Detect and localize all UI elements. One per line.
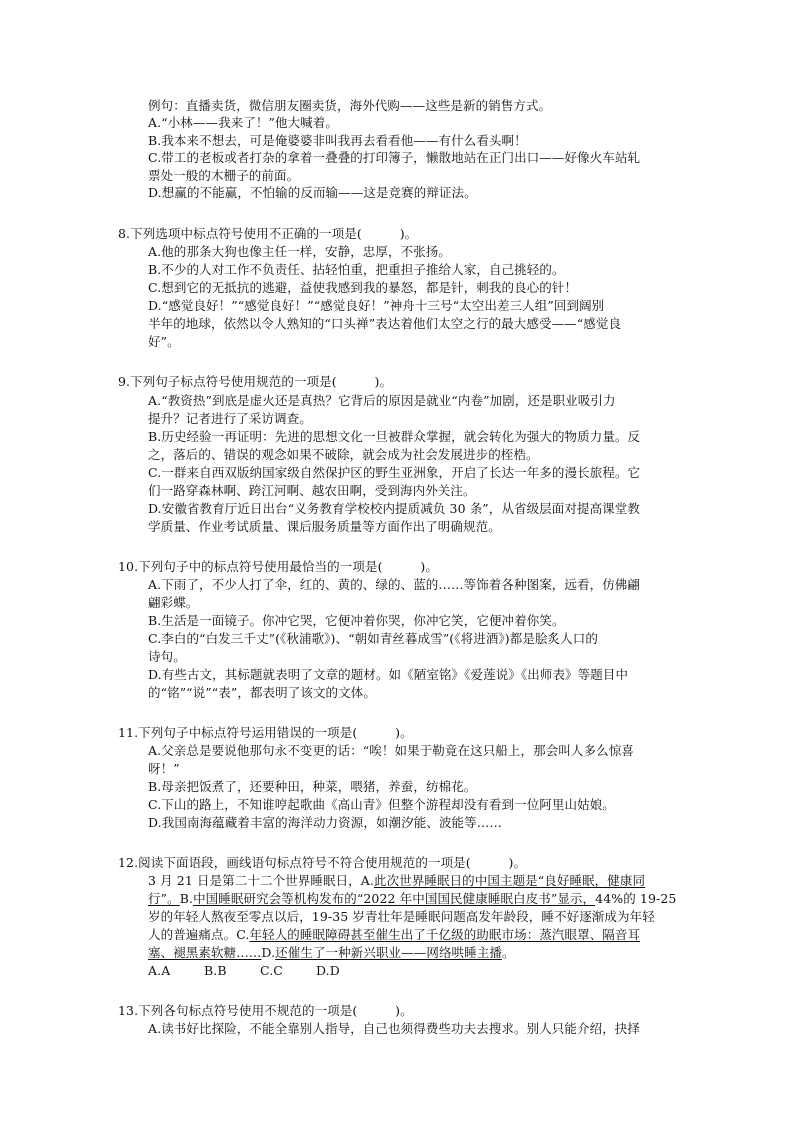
q8-option-d-cont: 半年的地球，依然以令人熟知的“口头禅”表达着他们太空之行的最大感受——“感觉良: [148, 316, 622, 331]
example-option-c: C.带工的老板或者打杂的拿着一叠叠的打印簿子，懒散地站在正门出口——好像火车站轧: [148, 150, 641, 165]
q10-option-c-cont: 诗句。: [148, 649, 186, 664]
q13-option-a: A.读书好比探险，不能全靠别人指导，自己也须得费些功夫去搜求。别人只能介绍，抉择: [148, 1021, 641, 1036]
q12-passage-line-3: 岁的年轻人熬夜至零点以后，19-35 岁青壮年是睡眠问题高发年龄段，睡不好逐渐成为年轻: [148, 909, 655, 924]
q8-option-d-cont2: 好”。: [148, 334, 180, 349]
q12-choice-a[interactable]: A.A: [148, 963, 171, 978]
q11-stem: 11.下列句子中标点符号运用错误的一项是( )。: [118, 725, 413, 740]
q12-underlined-a: 此次世界睡眠日的中国主题是“良好睡眠，健康同: [373, 873, 646, 888]
q12-choice-b[interactable]: B.B: [204, 963, 227, 978]
q8-stem: 8.下列选项中标点符号使用不正确的一项是( )。: [118, 226, 418, 241]
q12-label-b: B.: [179, 891, 194, 906]
q9-option-a: A.“教资热”到底是虚火还是真热？它背后的原因是就业“内卷”加剧，还是职业吸引力: [148, 393, 616, 408]
q11-option-b: B.母亲把饭煮了，还要种田，种菜，喂猪，养蚕，纺棉花。: [148, 779, 477, 794]
q12-underlined-b: 中国睡眠研究会等机构发布的“2022 年中国国民健康睡眠白皮书”显示，: [193, 891, 596, 906]
q10-option-b: B.生活是一面镜子。你冲它哭，它便冲着你哭，你冲它笑，它便冲着你笑。: [148, 613, 565, 628]
q11-option-a: A.父亲总是要说他那句永不变更的话：“唉！如果于勒竟在这只船上，那会叫人多么惊喜: [148, 743, 634, 758]
q12-underlined-c-end: 塞、褪黑素软糖……: [148, 945, 262, 960]
q13-stem: 13.下列各句标点符号使用不规范的一项是( )。: [118, 1003, 413, 1018]
q8-option-d: D.“感觉良好！”“感觉良好！”“感觉良好！”神舟十三号“太空出差三人组”回到阔别: [148, 298, 605, 313]
q12-passage-line-5: [148, 944, 515, 961]
q12-underlined-c: 年轻人的睡眠障碍甚至催生出了千亿级的助眠市场：蒸汽眼罩、隔音耳: [249, 927, 641, 942]
q10-option-c: C.李白的“白发三千丈”(《秋浦歌》)、“朝如青丝暮成雪”(《将进酒》)都是脍炙人口的: [148, 631, 598, 646]
q12-passage-line-2: [148, 890, 676, 907]
q10-option-a: A.下雨了，不少人打了伞，红的、黄的、绿的、蓝的……等饰着各种图案，远看，仿佛翩: [148, 577, 641, 592]
q10-option-a-cont: 翩彩蝶。: [148, 595, 199, 610]
q9-option-c-cont: 们一路穿森林啊、跨江河啊、越农田啊，受到海内外关注。: [148, 483, 476, 498]
q12-line2-tail: 44%的 19-25: [595, 891, 677, 906]
q12-line5-tail: 。: [501, 945, 515, 960]
q12-underlined-d: 还催生了一种新兴职业——网络哄睡主播: [275, 945, 502, 960]
example-option-c-cont: 票处一般的木栅子的前面。: [148, 168, 300, 183]
q12-choice-c[interactable]: C.C: [260, 963, 283, 978]
q10-stem: 10.下列句子中的标点符号使用最恰当的一项是( )。: [118, 559, 438, 574]
q11-option-a-cont: 呀！”: [148, 761, 180, 776]
q12-choices: [148, 962, 372, 979]
q9-option-d-cont: 学质量、作业考试质量、课后服务质量等方面作出了明确规范。: [148, 519, 501, 534]
example-option-b: B.我本来不想去，可是俺婆婆非叫我再去看看他——有什么看头啊！: [148, 133, 527, 148]
q8-option-b: B.不少的人对工作不负责任、拈轻怕重，把重担子推给人家，自己挑轻的。: [148, 262, 565, 277]
q12-line1-text: 3 月 21 日是第二十二个世界睡眠日，A.: [148, 873, 374, 888]
q12-stem: 12.阅读下面语段，画线语句标点符号不符合使用规范的一项是( )。: [118, 855, 527, 870]
q9-stem: 9.下列句子标点符号使用规范的一项是( )。: [118, 374, 393, 389]
q12-line4-text: 人的普遍痛点。C.: [148, 927, 250, 942]
q9-option-a-cont: 提升？记者进行了采访调查。: [148, 411, 312, 426]
q12-choice-d[interactable]: D.D: [316, 963, 340, 978]
q12-label-d: D.: [261, 945, 276, 960]
q8-option-c: C.想到它的无抵抗的逃避，益使我感到我的暴怒，都是针，刺我的良心的针！: [148, 280, 578, 295]
q12-passage-line-4: [148, 926, 640, 943]
q11-option-c: C.下山的路上，不知谁哼起歌曲《高山青》但整个游程却没有看到一位阿里山姑娘。: [148, 797, 615, 812]
q12-passage-line-1: [148, 872, 645, 889]
example-sentence: 例句：直播卖货，微信朋友圈卖货，海外代购——这些是新的销售方式。: [148, 98, 552, 113]
q9-option-b-cont: 之，落后的、错误的观念如果不破除，就会成为社会发展进步的桎梏。: [148, 447, 539, 462]
example-option-a: A.“小林——我来了！”他大喊着。: [148, 115, 338, 130]
q8-option-a: A.他的那条大狗也像主任一样，安静，忠厚，不张扬。: [148, 244, 452, 259]
q9-option-d: D.安徽省教育厅近日出台“义务教育学校校内提质减负 30 条”，从省级层面对提高课堂教: [148, 501, 640, 516]
q11-option-d: D.我国南海蕴藏着丰富的海洋动力资源，如潮汐能、波能等……: [148, 815, 502, 830]
q9-option-b: B.历史经验一再证明：先进的思想文化一旦被群众掌握，就会转化为强大的物质力量。反: [148, 429, 641, 444]
q10-option-d: D.有些古文，其标题就表明了文章的题材。如《陋室铭》《爱莲说》《出师表》等题目中: [148, 667, 629, 682]
q12-underlined-a-end: 行”。: [148, 891, 180, 906]
q9-option-c: C.一群来自西双版纳国家级自然保护区的野生亚洲象，开启了长达一年多的漫长旅程。它: [148, 465, 641, 480]
example-option-d: D.想赢的不能赢，不怕输的反而输——这是竞赛的辩证法。: [148, 185, 477, 200]
q10-option-d-cont: 的“铭”“说”“表”，都表明了该文的文体。: [148, 685, 376, 700]
